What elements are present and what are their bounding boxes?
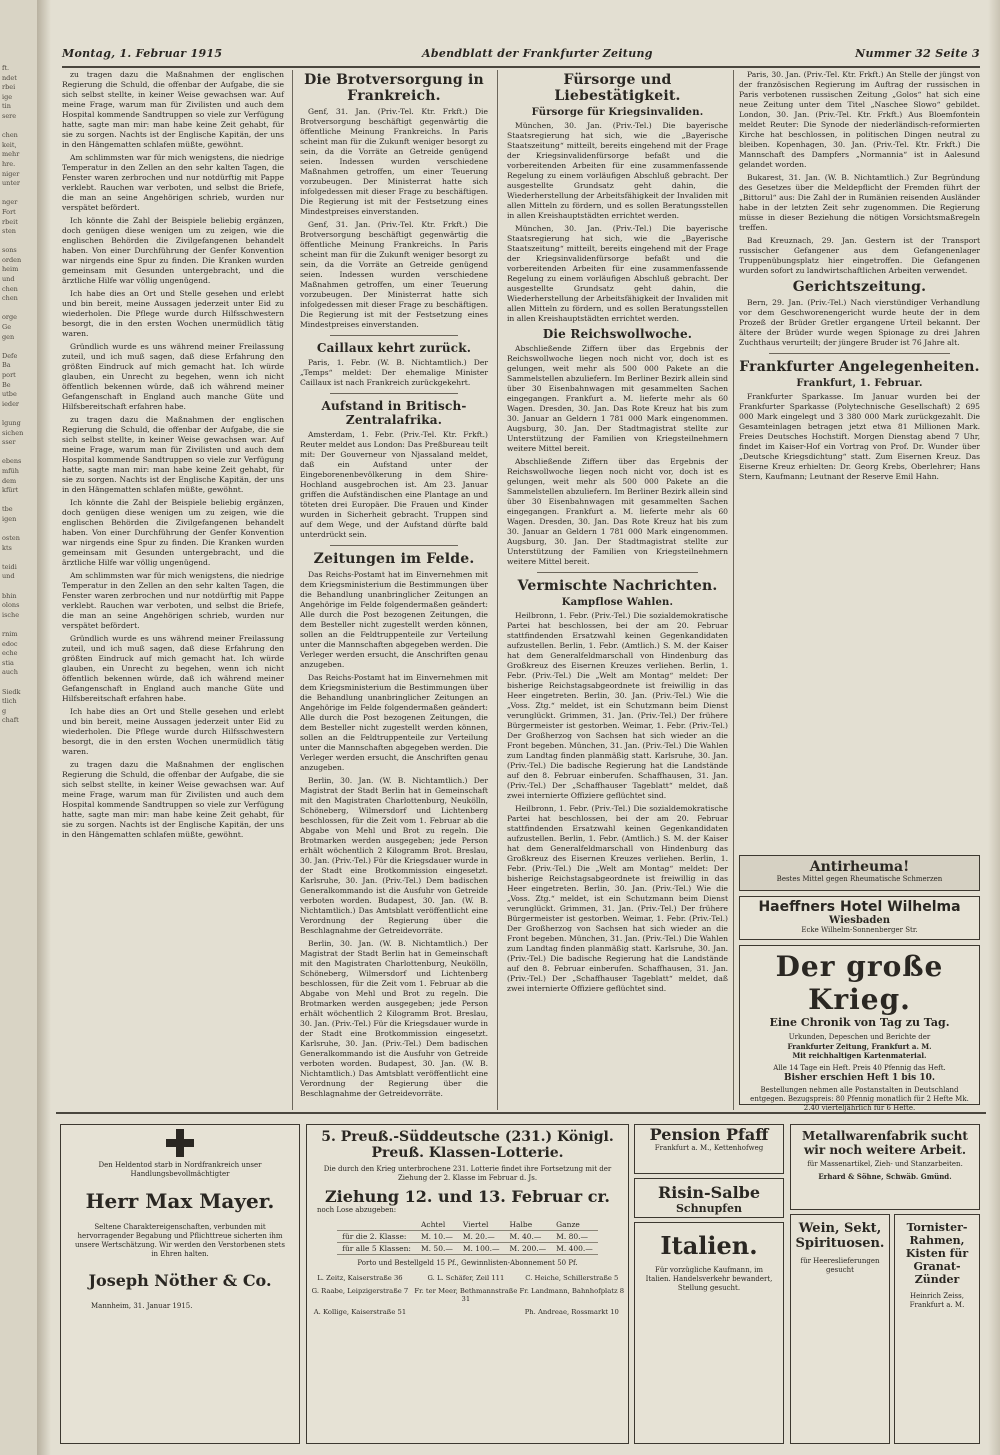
article-text: Paris, 1. Febr. (W. B. Nichtamtlich.) Der „Temps“ meldet: Der ehemalige Minister Caillaux ist nach Frankreich zurückgekehrt. [300, 358, 488, 387]
ad-text: Bisher erschien Heft 1 bis 10. [784, 1073, 935, 1083]
table-cell: M. 20.— [458, 1231, 505, 1243]
obit-firm: Joseph Nöther & Co. [88, 1271, 272, 1290]
antirheuma-ad [739, 855, 980, 891]
ad-subtitle: Eine Chronik von Tag zu Tag. [769, 1016, 950, 1029]
article-text: Ich könnte die Zahl der Beispiele beliebig ergänzen, doch genügen diese wenigen um zu zeigen, wie die englischen Behörden die Zivilgefangenen behandelt haben. Von einer Durchführung der Genfer Konvention war nirgends eine Spur zu finden. Die Kranken wurden gemeinsam mit Gesunden untergebracht, und die ärztliche Hilfe war völlig ungenügend. [62, 498, 284, 567]
article-text: Am schlimmsten war für mich wenigstens, die niedrige Temperatur in den Zellen an den sehr kalten Tagen, die Fenster waren zerbrochen und nur notdürftig mit Pappe verklebt. Rauchen war verboten, und selbst die Briefe, die man an seine Angehörigen schrieb, wurden nur verspätet befördert. [62, 153, 284, 212]
table-cell: für die 2. Klasse: [337, 1231, 416, 1243]
header-page-number: Nummer 32 Seite 3 [855, 47, 980, 60]
agent-entry: Fr. ter Meer, Bethmannstraße 31 [414, 1286, 518, 1303]
article-text: Bukarest, 31. Jan. (W. B. Nichtamtlich.) Zur Begründung des Gesetzes über die Meldepflicht der Fremden führt der „Bittorul“ aus: Die Zahl der in Rumänien reisenden Ausländer habe in der letzten Zeit sehr zugenommen. Die Regierung müsse in dieser Beziehung die nötigen Vorsichtsmaßregeln treffen. [739, 173, 980, 232]
article-text: Ich habe dies an Ort und Stelle gesehen und erlebt und bin bereit, meine Aussagen jederzeit unter Eid zu wiederholen. Die Pflege wurde durch Hilfsschwestern besorgt, die in den ersten Wochen unermüdlich tätig waren. [62, 707, 284, 756]
article-text: Frankfurter Sparkasse. Im Januar wurden bei der Frankfurter Sparkasse (Polytechnische Gesellschaft) 2 695 000 Mark eingelegt und 3 380 000 Mark zurückgezahlt. Die Gesamteinlagen betragen jetzt etwa 81 Millionen Mark. Freies Deutsches Hochstift. Morgen Dienstag abend 7 Uhr, findet im Kaiser-Hof ein Vortrag von Prof. Dr. Wunder über „Deutsche Kriegsdichtung“ statt. Zum Eisernen Kreuz. Das Eiserne Kreuz erhielten: Dr. Georg Krebs, Oberlehrer; Hans Stern, Kaufmann; Leutnant der Reserve Emil Hahn. [739, 392, 980, 481]
binding-gutter [37, 0, 51, 1455]
ad-text: Bestellungen nehmen alle Postanstalten in Deutschland entgegen. Bezugspreis: 80 Pfennig monatlich für 2 Hefte Mk. 2.40 vierteljährlich für 6 Hefte. [750, 1086, 969, 1112]
article-text: Bern, 29. Jan. (Priv.-Tel.) Nach vierstündiger Verhandlung vor dem Geschworenengericht wurde heute der in dem Prozeß der Brüder Gretler ergangene Urteil bekannt. Der ältere der Brüder wurde wegen Spionage zu drei Jahren Zuchthaus verurteilt; der jüngere Bruder ist 76 Jahre alt. [739, 298, 980, 347]
ad-text: Bestes Mittel gegen Rheumatische Schmerzen [776, 875, 943, 883]
table-cell: M. 100.— [458, 1243, 505, 1255]
table-header-row [337, 1219, 598, 1231]
ad-text: Mit reichhaltigen Kartenmaterial. [792, 1051, 927, 1060]
article-text: Bad Kreuznach, 29. Jan. Gestern ist der Transport russischer Gefangener aus dem Gefangenenlager Truppenübungsplatz hier eingetroffen. Die Gefangenen wurden sofort zu landwirtschaftlichen Arbeiten verwendet. [739, 236, 980, 275]
table-cell: Halbe [505, 1219, 552, 1231]
column-rule [733, 70, 734, 1110]
table-cell [337, 1219, 416, 1231]
iron-cross-icon [166, 1129, 194, 1157]
headline: Die Brotversorgung in Frankreich. [304, 72, 484, 104]
headline: Frankfurter Angelegenheiten. [739, 359, 980, 375]
article-text: Abschließende Ziffern über das Ergebnis der Reichswollwoche liegen noch nicht vor, doch ist es gelungen, weit mehr als 500 000 Pakete an die Sammelstellen abzuliefern. Im Berliner Bezirk allein sind über 30 Eisenbahnwagen mit gesammelten Sachen eingegangen. Frankfurt a. M. lieferte mehr als 60 Wagen. Dresden, 30. Jan. Das Rote Kreuz hat bis zum 30. Januar an Geldern 1 781 000 Mark eingenommen. Augsburg, 30. Jan. Der Stadtmagistrat stellte zur Unterstützung der Familien von Kriegsteilnehmern weitere Mittel bereit. [507, 344, 728, 453]
agent-entry: G. Raabe, Leipzigerstraße 7 [311, 1286, 409, 1295]
headline: Fürsorge und Liebestätigkeit. [554, 72, 681, 104]
table-cell: M. 200.— [505, 1243, 552, 1255]
agent-entry: A. Kollige, Kaiserstraße 51 [313, 1307, 407, 1316]
ad-text: Urkunden, Depeschen und Berichte der [788, 1033, 931, 1041]
table-cell: M. 80.— [551, 1231, 598, 1243]
lottery-draw: Ziehung 12. und 13. Februar cr. [325, 1187, 610, 1206]
lottery-agents [307, 1274, 628, 1320]
article-text: Ich habe dies an Ort und Stelle gesehen und erlebt und bin bereit, meine Aussagen jederzeit unter Eid zu wiederholen. Die Pflege wurde durch Hilfsschwestern besorgt, die in den ersten Wochen unermüdlich tätig waren. [62, 289, 284, 338]
ad-title: Antirheuma! [809, 859, 910, 875]
ad-city: Wiesbaden [829, 915, 890, 926]
agent-entry: Fr. Landmann, Bahnhofplatz 8 [519, 1286, 625, 1295]
tornister-ad [894, 1214, 980, 1444]
table-cell: M. 400.— [551, 1243, 598, 1255]
page-header [62, 44, 980, 68]
lottery-price-table [337, 1219, 598, 1255]
previous-page-edge: ft. ndet rbei ige tin sere chen keit, mehr hre. niger unter nger Fort rbeit sten sons orden heim und chen chen orge Ge gen Defe Ba port Be utbe ieder lgung sichen sser ebens mfüh dem kfürt tbe igen osten kts teidi und bhin olons ische rnim edoc eche stia auch Siedk tlich g chaft [0, 0, 38, 1455]
divider [330, 545, 458, 546]
table-row [337, 1231, 598, 1243]
lottery-porto: Porto und Bestellgeld 15 Pf., Gewinnlisten-Abonnement 50 Pf. [357, 1259, 578, 1267]
column-rule [497, 70, 498, 1110]
article-text: zu tragen dazu die Maßnahmen der englischen Regierung die Schuld, die offenbar der Aufgabe, die sie sich selbst stellte, in keiner Weise gewachsen war. Auf meine Frage, warum man für Zivilisten und auch dem Hospital kommende Sandtruppen so viele zur Verfügung hatte, sagte man mir: man habe keine Zeit gehabt, für sie zu sorgen. Nachts ist der Englische Kapitän, der uns in den Hängematten schlafen müßte, gewöhnt. [62, 760, 284, 839]
headline: Die Reichswollwoche. [542, 327, 693, 341]
headline: Aufstand in Britisch-Zentralafrika. [321, 399, 467, 427]
table-cell: Ganze [551, 1219, 598, 1231]
obit-place: Mannheim, 31. Januar 1915. [91, 1302, 193, 1310]
ad-title: Pension Pfaff [649, 1125, 769, 1144]
ad-text: Für vorzügliche Kaufmann, im Italien. Handelsverkehr bewandert, Stellung gesucht. [645, 1266, 773, 1292]
agent-entry: Ph. Andreae, Rossmarkt 10 [524, 1307, 619, 1316]
article-text: Das Reichs-Postamt hat im Einvernehmen mit dem Kriegsministerium die Bestimmungen über die Behandlung unanbringlicher Zeitungen an Angehörige im Felde folgendermaßen geändert: Alle durch die Post bezogenen Zeitungen, die dem Besteller nicht zugestellt werden können, sollen an die Feldtruppenteile zur Verteilung unter die Mannschaften abgegeben werden. Die Verleger werden ersucht, die Anschriften genau anzugeben. [300, 673, 488, 772]
article-text: Gründlich wurde es uns während meiner Freilassung zuteil, und ich muß sagen, daß diese Erfahrung den größten Eindruck auf mich gemacht hat. Ich würde glauben, ein Unrecht zu begehen, wenn ich nicht öffentlich bekennen würde, daß ich während meiner Gefangenschaft in England auch manche Güte und Hilfsbereitschaft erfahren habe. [62, 342, 284, 411]
article-text: Amsterdam, 1. Febr. (Priv.-Tel. Ktr. Frkft.) Reuter meldet aus London: Das Preßbureau teilt mit: Der Gouverneur von Njassaland meldet, daß ein Aufstand unter der Eingeborenenbevölkerung in dem Shire-Hochland ausgebrochen ist. Am 23. Januar griffen die Aufständischen eine Plantage an und töteten drei Europäer. Die Frauen und Kinder wurden in Sicherheit gebracht. Truppen sind auf dem Wege, und der Aufstand dürfte bald unterdrückt sein. [300, 430, 488, 539]
article-text: Ich könnte die Zahl der Beispiele beliebig ergänzen, doch genügen diese wenigen um zu zeigen, wie die englischen Behörden die Zivilgefangenen behandelt haben. Von einer Durchführung der Genfer Konvention war nirgends eine Spur zu finden. Die Kranken wurden gemeinsam mit Gesunden untergebracht, und die ärztliche Hilfe war völlig ungenügend. [62, 216, 284, 285]
headline: Gerichtszeitung. [792, 279, 927, 295]
article-text: Paris, 30. Jan. (Priv.-Tel. Ktr. Frkft.) An Stelle der jüngst von der französischen Regierung im Auftrag der russischen in Paris verbotenen russischen Zeitung „Golos“ hat sich eine neue Zeitung unter dem Titel „Naschee Slowo“ gebildet. London, 30. Jan. (Priv.-Tel. Ktr. Frkft.) Aus Bloemfontein meldet Reuter: Die Synode der niederländisch-reformierten Kirche hat beschlossen, in politischen Dingen neutral zu bleiben. Kopenhagen, 30. Jan. (Priv.-Tel. Ktr. Frkft.) Die Mannschaft des Dampfers „Normannia“ ist in Aalesund gelandet worden. [739, 70, 980, 169]
ad-title: Risin-Salbe [657, 1183, 761, 1202]
ad-text: für Massenartikel, Zieh- und Stanzarbeiten. [807, 1160, 963, 1168]
lottery-note: noch Lose abzugeben: [317, 1206, 397, 1214]
article-text: Heilbronn, 1. Febr. (Priv.-Tel.) Die sozialdemokratische Partei hat beschlossen, bei der am 20. Februar stattfindenden Ersatzwahl keinen Gegenkandidaten aufzustellen. Berlin, 1. Febr. (Amtlich.) S. M. der Kaiser hat dem Generalfeldmarschall von Hindenburg das Großkreuz des Eisernen Kreuzes verliehen. Berlin, 1. Febr. (Priv.-Tel.) Die „Welt am Montag“ meldet: Der bisherige Reichstagsabgeordnete ist freiwillig in das Heer eingetreten. Berlin, 30. Jan. (Priv.-Tel.) Wie die „Voss. Ztg.“ meldet, ist ein Schutzmann beim Dienst verunglückt. Grimmen, 31. Jan. (Priv.-Tel.) Der frühere Bürgermeister ist gestorben. Weimar, 1. Febr. (Priv.-Tel.) Der Großherzog von Sachsen hat sich wieder an die Front begeben. München, 31. Jan. (Priv.-Tel.) Die Wahlen zum Landtag finden planmäßig statt. Karlsruhe, 30. Jan. (Priv.-Tel.) Die badische Regierung hat die Landstände auf den 8. Februar einberufen. Schaffhausen, 31. Jan. (Priv.-Tel.) Der „Schaffhauser Tageblatt“ meldet, daß zwei internierte Offiziere geflüchtet sind. [507, 611, 728, 800]
der-grosse-krieg-ad [739, 945, 980, 1112]
ad-text: Frankfurter Zeitung, Frankfurt a. M. [787, 1042, 932, 1051]
ad-title: Wein, Sekt, Spirituosen. [795, 1221, 885, 1251]
headline: Vermischte Nachrichten. [517, 578, 718, 594]
obit-intro: Den Heldentod starb in Nordfrankreich unser Handlungsbevollmächtigter [98, 1161, 262, 1178]
article-text: München, 30. Jan. (Priv.-Tel.) Die bayerische Staatsregierung hat sich, wie die „Bayerische Staatszeitung“ mitteilt, bereits eingehend mit der Frage der Kriegsinvalidenfürsorge befaßt und die vorbereitenden Arbeiten für eine zusammenfassende Regelung zu einem vorläufigen Abschluß gebracht. Der ausgestellte Grundsatz geht dahin, die Wiederherstellung der Arbeitsfähigkeit der Invaliden mit allen Mitteln zu fördern, und es sollen Beratungsstellen in allen Kreishauptstädten errichtet werden. [507, 224, 728, 323]
article-text: Berlin, 30. Jan. (W. B. Nichtamtlich.) Der Magistrat der Stadt Berlin hat in Gemeinschaft mit den Magistraten Charlottenburg, Neukölln, Schöneberg, Wilmersdorf und Lichtenberg beschlossen, für die Zeit vom 1. Februar ab die Abgabe von Mehl und Brot zu regeln. Die Brotmarken werden ausgegeben; jede Person erhält wöchentlich 2 Kilogramm Brot. Breslau, 30. Jan. (Priv.-Tel.) Für die Kriegsdauer wurde in der Stadt eine Brotkommission eingesetzt. Karlsruhe, 30. Jan. (Priv.-Tel.) Dem badischen Generalkommando ist die Ausfuhr von Getreide verboten worden. Budapest, 30. Jan. (W. B. Nichtamtlich.) Das Amtsblatt veröffentlicht eine Verordnung der Regierung über die Beschlagnahme der Getreidevorräte. [300, 939, 488, 1098]
table-cell: für alle 5 Klassen: [337, 1243, 416, 1255]
agent-entry: L. Zeitz, Kaiserstraße 36 [317, 1274, 403, 1282]
obit-text: Seltene Charaktereigenschaften, verbunden mit hervorragender Begabung und Pflichttreue sicherten ihm unsere Wertschätzung. Wir werden den Verstorbenen stets in Ehren halten. [75, 1223, 285, 1258]
page-edge [988, 0, 1000, 1455]
obituary-ad [60, 1124, 300, 1444]
risin-salbe-ad [634, 1178, 784, 1218]
ad-title: Der große Krieg. [775, 950, 944, 1016]
lottery-ad [306, 1124, 629, 1444]
subheadline: Kampflose Wahlen. [561, 597, 674, 608]
ad-text: Frankfurt a. M., Kettenhofweg [654, 1144, 764, 1152]
table-cell: M. 50.— [416, 1243, 458, 1255]
column-2 [300, 70, 488, 1100]
article-text: Heilbronn, 1. Febr. (Priv.-Tel.) Die sozialdemokratische Partei hat beschlossen, bei der am 20. Februar stattfindenden Ersatzwahl keinen Gegenkandidaten aufzustellen. Berlin, 1. Febr. (Amtlich.) S. M. der Kaiser hat dem Generalfeldmarschall von Hindenburg das Großkreuz des Eisernen Kreuzes verliehen. Berlin, 1. Febr. (Priv.-Tel.) Die „Welt am Montag“ meldet: Der bisherige Reichstagsabgeordnete ist freiwillig in das Heer eingetreten. Berlin, 30. Jan. (Priv.-Tel.) Wie die „Voss. Ztg.“ meldet, ist ein Schutzmann beim Dienst verunglückt. Grimmen, 31. Jan. (Priv.-Tel.) Der frühere Bürgermeister ist gestorben. Weimar, 1. Febr. (Priv.-Tel.) Der Großherzog von Sachsen hat sich wieder an die Front begeben. München, 31. Jan. (Priv.-Tel.) Die Wahlen zum Landtag finden planmäßig statt. Karlsruhe, 30. Jan. (Priv.-Tel.) Die badische Regierung hat die Landstände auf den 8. Februar einberufen. Schaffhausen, 31. Jan. (Priv.-Tel.) Der „Schaffhauser Tageblatt“ meldet, daß zwei internierte Offiziere geflüchtet sind. [507, 804, 728, 993]
article-text: Abschließende Ziffern über das Ergebnis der Reichswollwoche liegen noch nicht vor, doch ist es gelungen, weit mehr als 500 000 Pakete an die Sammelstellen abzuliefern. Im Berliner Bezirk allein sind über 30 Eisenbahnwagen mit gesammelten Sachen eingegangen. Frankfurt a. M. lieferte mehr als 60 Wagen. Dresden, 30. Jan. Das Rote Kreuz hat bis zum 30. Januar an Geldern 1 781 000 Mark eingenommen. Augsburg, 30. Jan. Der Stadtmagistrat stellte zur Unterstützung der Familien von Kriegsteilnehmern weitere Mittel bereit. [507, 457, 728, 566]
advertisement-band [56, 1112, 986, 1444]
column-3 [507, 70, 728, 1100]
article-text: zu tragen dazu die Maßnahmen der englischen Regierung die Schuld, die offenbar der Aufgabe, die sie sich selbst stellte, in keiner Weise gewachsen war. Auf meine Frage, warum man für Zivilisten und auch dem Hospital kommende Sandtruppen so viele zur Verfügung hatte, sagte man mir: man habe keine Zeit gehabt, für sie zu sorgen. Nachts ist der Englische Kapitän, der uns in den Hängematten schlafen müßte, gewöhnt. [62, 415, 284, 494]
pension-pfaff-ad [634, 1124, 784, 1174]
lottery-title: 5. Preuß.-Süddeutsche (231.) Königl. Preuß. Klassen-Lotterie. [321, 1129, 614, 1161]
header-date: Montag, 1. Februar 1915 [62, 47, 223, 60]
subheadline: Fürsorge für Kriegsinvaliden. [531, 107, 704, 118]
article-text: Berlin, 30. Jan. (W. B. Nichtamtlich.) Der Magistrat der Stadt Berlin hat in Gemeinschaft mit den Magistraten Charlottenburg, Neukölln, Schöneberg, Wilmersdorf und Lichtenberg beschlossen, für die Zeit vom 1. Februar ab die Abgabe von Mehl und Brot zu regeln. Die Brotmarken werden ausgegeben; jede Person erhält wöchentlich 2 Kilogramm Brot. Breslau, 30. Jan. (Priv.-Tel.) Für die Kriegsdauer wurde in der Stadt eine Brotkommission eingesetzt. Karlsruhe, 30. Jan. (Priv.-Tel.) Dem badischen Generalkommando ist die Ausfuhr von Getreide verboten worden. Budapest, 30. Jan. (W. B. Nichtamtlich.) Das Amtsblatt veröffentlicht eine Verordnung der Regierung über die Beschlagnahme der Getreidevorräte. [300, 776, 488, 935]
italien-ad [634, 1222, 784, 1444]
divider [537, 572, 698, 573]
article-text: Genf, 31. Jan. (Priv.-Tel. Ktr. Frkft.) Die Brotversorgung beschäftigt gegenwärtig die öffentliche Meinung Frankreichs. In Paris scheint man für die Zukunft weniger besorgt zu sein, da die Vorräte an Getreide genügend seien. Indessen wurden verschiedene Maßnahmen getroffen, um einer Teuerung vorzubeugen. Der Ministerrat hatte sich infolgedessen mit dieser Frage zu beschäftigen. Die Regierung ist mit der Festsetzung eines Mindestpreises einverstanden. [300, 107, 488, 216]
ad-subtitle: Schnupfen [675, 1202, 743, 1215]
article-text: München, 30. Jan. (Priv.-Tel.) Die bayerische Staatsregierung hat sich, wie die „Bayerische Staatszeitung“ mitteilt, bereits eingehend mit der Frage der Kriegsinvalidenfürsorge befaßt und die vorbereitenden Arbeiten für eine zusammenfassende Regelung zu einem vorläufigen Abschluß gebracht. Der ausgestellte Grundsatz geht dahin, die Wiederherstellung der Arbeitsfähigkeit der Invaliden mit allen Mitteln zu fördern, und es sollen Beratungsstellen in allen Kreishauptstädten errichtet werden. [507, 121, 728, 220]
ad-title: Tornister-Rahmen, Kisten für Granat-Zünder [905, 1221, 969, 1286]
column-1 [62, 70, 284, 1100]
article-text: zu tragen dazu die Maßnahmen der englischen Regierung die Schuld, die offenbar der Aufgabe, die sie sich selbst stellte, in keiner Weise gewachsen war. Auf meine Frage, warum man für Zivilisten und auch dem Hospital kommende Sandtruppen so viele zur Verfügung hatte, sagte man mir: man habe keine Zeit gehabt, für sie zu sorgen. Nachts ist der Englische Kapitän, der uns in den Hängematten schlafen müßte, gewöhnt. [62, 70, 284, 149]
table-cell: Viertel [458, 1219, 505, 1231]
divider [769, 353, 950, 354]
wein-sekt-ad [790, 1214, 890, 1444]
table-row [337, 1243, 598, 1255]
table-cell: Achtel [416, 1219, 458, 1231]
headline: Zeitungen im Felde. [313, 551, 475, 567]
agent-entry: C. Heiche, Schillerstraße 5 [525, 1274, 619, 1282]
agent-entry [413, 1308, 519, 1317]
hotel-wilhelma-ad [739, 896, 980, 940]
ad-title: Italien. [660, 1231, 758, 1260]
ad-firm: Erhard & Söhne, Schwäb. Gmünd. [818, 1172, 952, 1181]
ad-text: Ecke Wilhelm-Sonnenberger Str. [801, 926, 918, 934]
article-text: Genf, 31. Jan. (Priv.-Tel. Ktr. Frkft.) Die Brotversorgung beschäftigt gegenwärtig die öffentliche Meinung Frankreichs. In Paris scheint man für die Zukunft weniger besorgt zu sein, da die Vorräte an Getreide genügend seien. Indessen wurden verschiedene Maßnahmen getroffen, um einer Teuerung vorzubeugen. Der Ministerrat hatte sich infolgedessen mit dieser Frage zu beschäftigen. Die Regierung ist mit der Festsetzung eines Mindestpreises einverstanden. [300, 220, 488, 329]
obit-name: Herr Max Mayer. [85, 1189, 275, 1213]
headline: Caillaux kehrt zurück. [316, 341, 472, 355]
table-cell: M. 40.— [505, 1231, 552, 1243]
article-text: Das Reichs-Postamt hat im Einvernehmen mit dem Kriegsministerium die Bestimmungen über die Behandlung unanbringlicher Zeitungen an Angehörige im Felde folgendermaßen geändert: Alle durch die Post bezogenen Zeitungen, die dem Besteller nicht zugestellt werden können, sollen an die Feldtruppenteile zur Verteilung unter die Mannschaften abgegeben werden. Die Verleger werden ersucht, die Anschriften genau anzugeben. [300, 570, 488, 669]
column-rule [292, 70, 293, 1110]
article-text: Am schlimmsten war für mich wenigstens, die niedrige Temperatur in den Zellen an den sehr kalten Tagen, die Fenster waren zerbrochen und nur notdürftig mit Pappe verklebt. Rauchen war verboten, und selbst die Briefe, die man an seine Angehörigen schrieb, wurden nur verspätet befördert. [62, 571, 284, 630]
table-cell: M. 10.— [416, 1231, 458, 1243]
ad-text: für Heereslieferungen gesucht [800, 1257, 880, 1274]
divider [330, 393, 458, 394]
subheadline: Frankfurt, 1. Februar. [796, 378, 923, 389]
ad-title: Haeffners Hotel Wilhelma [758, 899, 961, 915]
metal-factory-ad [790, 1124, 980, 1210]
ad-text: Alle 14 Tage ein Heft. Preis 40 Pfennig das Heft. [773, 1064, 946, 1072]
lottery-text: Die durch den Krieg unterbrochene 231. Lotterie findet ihre Fortsetzung mit der Ziehung der 2. Klasse im Februar d. Js. [323, 1165, 612, 1182]
ad-firm: Heinrich Zeiss, Frankfurt a. M. [909, 1292, 965, 1309]
divider [330, 335, 458, 336]
header-title: Abendblatt der Frankfurter Zeitung [422, 47, 653, 60]
agent-entry: G. L. Schäfer, Zeil 111 [427, 1274, 505, 1282]
ad-title: Metallwarenfabrik sucht wir noch weitere Arbeit. [802, 1129, 968, 1157]
article-text: Gründlich wurde es uns während meiner Freilassung zuteil, und ich muß sagen, daß diese Erfahrung den größten Eindruck auf mich gemacht hat. Ich würde glauben, ein Unrecht zu begehen, wenn ich nicht öffentlich bekennen würde, daß ich während meiner Gefangenschaft in England auch manche Güte und Hilfsbereitschaft erfahren habe. [62, 634, 284, 703]
